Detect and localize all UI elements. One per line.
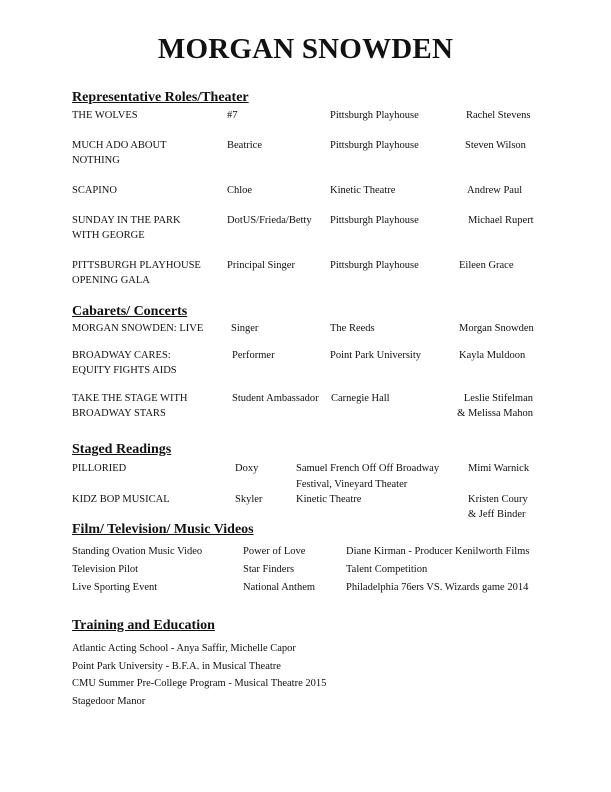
credit-title: MORGAN SNOWDEN: LIVE [72, 323, 204, 334]
credit-venue: Pittsburgh Playhouse [330, 110, 419, 121]
credit-role: Chloe [227, 185, 253, 196]
credit-venue: Talent Competition [346, 564, 428, 575]
training-heading: Training and Education [72, 618, 215, 633]
credit-venue: Philadelphia 76ers VS. Wizards game 2014 [346, 582, 529, 593]
credit-venue: Carnegie Hall [331, 393, 390, 404]
credit-title: Live Sporting Event [72, 582, 158, 593]
credit-director: Rachel Stevens [466, 110, 531, 121]
credit-venue: Diane Kirman - Producer Kenilworth Films [346, 546, 530, 557]
credit-venue: Pittsburgh Playhouse [330, 140, 419, 151]
credit-title: PILLORIED [72, 463, 127, 474]
credit-role: Student Ambassador [232, 393, 319, 404]
credit-director: Michael Rupert [468, 215, 534, 226]
credit-role: Singer [231, 323, 259, 334]
credit-role: #7 [227, 110, 238, 121]
theater-heading: Representative Roles/Theater [72, 90, 249, 105]
credit-title: THE WOLVES [72, 110, 138, 121]
list-item: Atlantic Acting School - Anya Saffir, Michelle Capor [72, 643, 296, 654]
credit-title: Standing Ovation Music Video [72, 546, 203, 557]
readings-heading: Staged Readings [72, 442, 172, 457]
credit-role: Power of Love [243, 546, 306, 557]
credit-title: Television Pilot [72, 564, 139, 575]
credit-title: TAKE THE STAGE WITH BROADWAY STARS [72, 393, 188, 419]
credit-venue: Kinetic Theatre [296, 494, 362, 505]
credit-director: Mimi Warnick [468, 463, 530, 474]
cabarets-heading: Cabarets/ Concerts [72, 304, 188, 319]
credit-director: Andrew Paul [467, 185, 523, 196]
credit-director: Morgan Snowden [459, 323, 534, 334]
credit-title: PITTSBURGH PLAYHOUSE OPENING GALA [72, 260, 201, 286]
list-item: Point Park University - B.F.A. in Musical Theatre [72, 661, 281, 672]
credit-venue: The Reeds [330, 323, 375, 334]
credit-director: Steven Wilson [465, 140, 526, 151]
credit-venue: Samuel French Off Off Broadway Festival, Vineyard Theater [296, 463, 440, 490]
credit-role: Doxy [235, 463, 259, 474]
credit-venue: Kinetic Theatre [330, 185, 396, 196]
credit-title: MUCH ADO ABOUT NOTHING [72, 140, 167, 166]
credit-role: Performer [232, 350, 275, 361]
list-item: CMU Summer Pre-College Program - Musical Theatre 2015 [72, 678, 327, 689]
credit-director: Kristen Coury & Jeff Binder [468, 494, 528, 520]
credit-venue: Pittsburgh Playhouse [330, 215, 419, 226]
credit-role: National Anthem [243, 582, 316, 593]
credit-role: Skyler [235, 494, 263, 505]
credit-venue: Point Park University [330, 350, 421, 361]
credit-title: SCAPINO [72, 185, 117, 196]
film-heading: Film/ Television/ Music Videos [72, 522, 254, 537]
list-item: Stagedoor Manor [72, 696, 146, 707]
credit-role: DotUS/Frieda/Betty [227, 215, 312, 226]
credit-role: Star Finders [243, 564, 295, 575]
credit-director: Leslie Stifelman & Melissa Mahon [457, 393, 533, 419]
credit-title: KIDZ BOP MUSICAL [72, 494, 170, 505]
credit-director: Eileen Grace [459, 260, 514, 271]
credit-role: Beatrice [227, 140, 262, 151]
credit-director: Kayla Muldoon [459, 350, 526, 361]
credit-title: SUNDAY IN THE PARK WITH GEORGE [72, 215, 181, 241]
page-title: MORGAN SNOWDEN [157, 33, 454, 65]
credit-venue: Pittsburgh Playhouse [330, 260, 419, 271]
credit-role: Principal Singer [227, 260, 295, 271]
credit-title: BROADWAY CARES: EQUITY FIGHTS AIDS [72, 350, 177, 376]
